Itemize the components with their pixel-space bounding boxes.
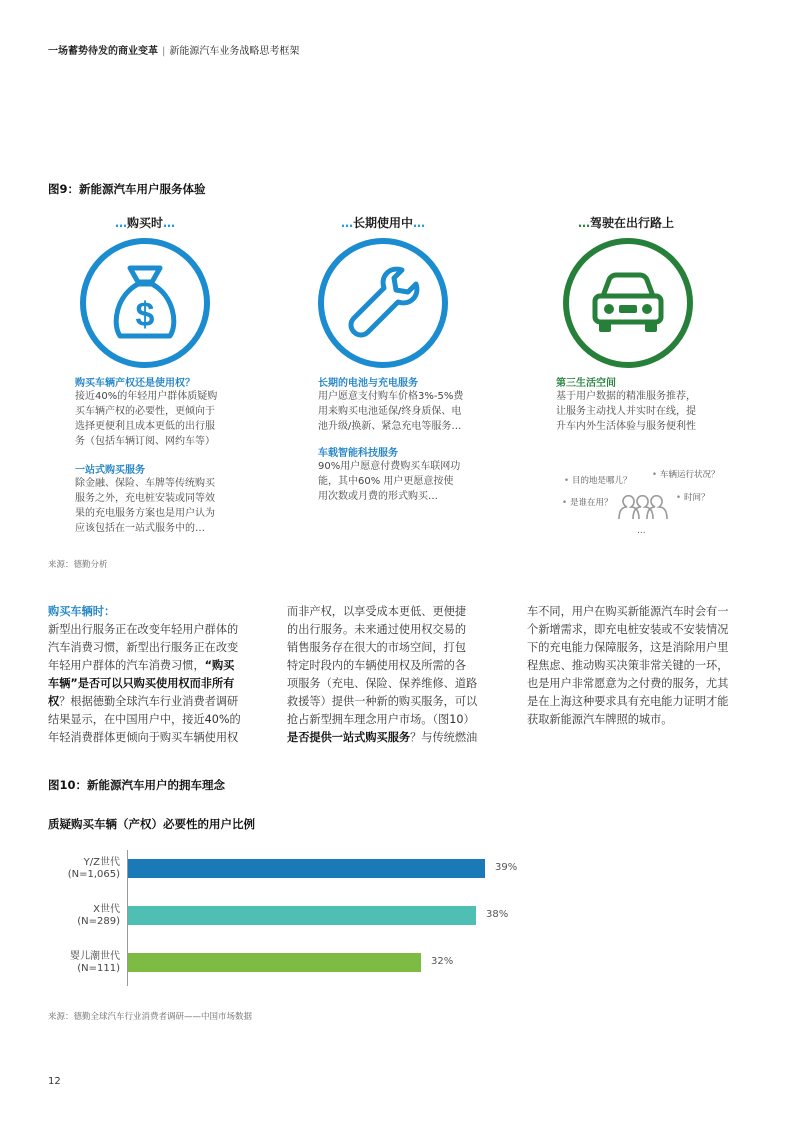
bar-value-label: 39%	[495, 862, 518, 873]
page-number: 12	[48, 1076, 61, 1087]
bar-value-label: 38%	[486, 909, 509, 920]
bar-label: 婴儿潮世代 (N=111)	[70, 951, 120, 974]
bar	[128, 953, 421, 972]
question-who: • 是谁在用？	[562, 498, 613, 508]
fig9-col2	[318, 374, 493, 504]
header-title: 一场蓄势待发的商业变革	[48, 46, 158, 57]
stage-label-driving: …驾驶在出行路上	[577, 216, 674, 230]
col3-heading-1: 第三生活空间	[556, 378, 616, 389]
car-icon	[563, 238, 693, 368]
bar-value-label: 32%	[431, 956, 454, 967]
body-column-1: 购买车辆时： 新型出行服务正在改变年轻用户群体的 汽车消费习惯，新型出行服务正在改变 年轻用户群体的汽车消费习惯，“购买 车辆”是否可以只购买使用权而非所有 权？根据德勤全球汽车行业消费者调研 结果显示，在中国用户中，接近40%的 年轻消费群体更倾向于购买车辆使用权	[48, 603, 268, 747]
fig9-col3	[556, 374, 731, 434]
stage-label-long-term: …长期使用中…	[340, 216, 425, 230]
col1-paragraph-2: 除金融、保险、车牌等传统购买 服务之外，充电桩安装或同等效 果的充电服务方案也是用户认为 应该包括在一站式服务中的…	[75, 478, 215, 534]
col2-paragraph-2: 90%用户愿意付费购买车联网功 能，其中60% 用户更愿意按使 用次数或月费的形式购买…	[318, 461, 461, 502]
fig9-source: 来源：德勤分析	[48, 560, 108, 570]
running-header	[48, 42, 299, 57]
header-subtitle: 新能源汽车业务战略思考框架	[169, 46, 300, 57]
body-column-3: 车不同，用户在购买新能源汽车时会有一 个新增需求，即充电桩安装或不安装情况 下的充电能力保障服务，这是消除用户里 程焦虑、推动购买决策非常关键的一环， 也是用户非常愿意为之付费的服务，尤其 是在上海这种要求具有充电能力证明才能 获取新能源汽车牌照的城市。	[527, 605, 729, 726]
col3-paragraph-1: 基于用户数据的精准服务推荐， 让服务主动找人并实时在线，提 升车内外生活体验与服务便利性	[556, 391, 696, 432]
col1-paragraph-1: 接近40%的年轻用户群体质疑购 买车辆产权的必要性，更倾向于 选择更便利且成本更低的出行服 务（包括车辆订阅、网约车等）	[75, 391, 218, 447]
bar-chart	[48, 850, 548, 990]
fig9-title: 图9：新能源汽车用户服务体验	[48, 182, 206, 196]
fig10-title: 图10：新能源汽车用户的拥车理念	[48, 778, 226, 792]
question-time: • 时间？	[676, 493, 710, 503]
wrench-icon	[318, 238, 448, 368]
fig10-chart-title: 质疑购买车辆（产权）必要性的用户比例	[48, 817, 255, 831]
fig9-col1	[75, 374, 245, 536]
col1-heading-2: 一站式购买服务	[75, 465, 145, 476]
stage-label-purchase: …购买时…	[114, 216, 175, 230]
bar-label: X世代 (N=289)	[77, 904, 120, 927]
question-vehicle-status: • 车辆运行状况？	[652, 470, 720, 480]
header-separator: |	[162, 46, 166, 57]
bar-label: Y/Z世代 (N=1,065)	[67, 857, 120, 880]
col2-paragraph-1: 用户愿意支付购车价格3%-5%费 用来购买电池延保/终身质保、电 池升级/换新、紧急充电等服务…	[318, 391, 464, 432]
bar	[128, 859, 485, 878]
col2-heading-1: 长期的电池与充电服务	[318, 378, 418, 389]
col1-heading-1: 购买车辆产权还是使用权？	[75, 378, 195, 389]
questions-ellipsis: …	[637, 526, 646, 536]
money-bag-icon	[80, 238, 210, 368]
body-col1-heading: 购买车辆时：	[48, 605, 116, 618]
question-destination: • 目的地是哪儿？	[564, 476, 632, 486]
col2-heading-2: 车载智能科技服务	[318, 448, 398, 459]
fig10-source: 来源：德勤全球汽车行业消费者调研——中国市场数据	[48, 1012, 253, 1022]
bar	[128, 906, 476, 925]
body-column-2: 而非产权，以享受成本更低、更便捷 的出行服务。未来通过使用权交易的 销售服务存在很大的市场空间，打包 特定时段内的车辆使用权及所需的各 项服务（充电、保险、保养维修、道路 救援等）提供一种新的购买服务，可以 抢占新型拥车理念用户市场。（图10） 是否提供一站式购买服务？与传统燃油	[287, 605, 478, 744]
svg-text:$: $	[135, 296, 155, 334]
people-icon	[615, 489, 671, 525]
